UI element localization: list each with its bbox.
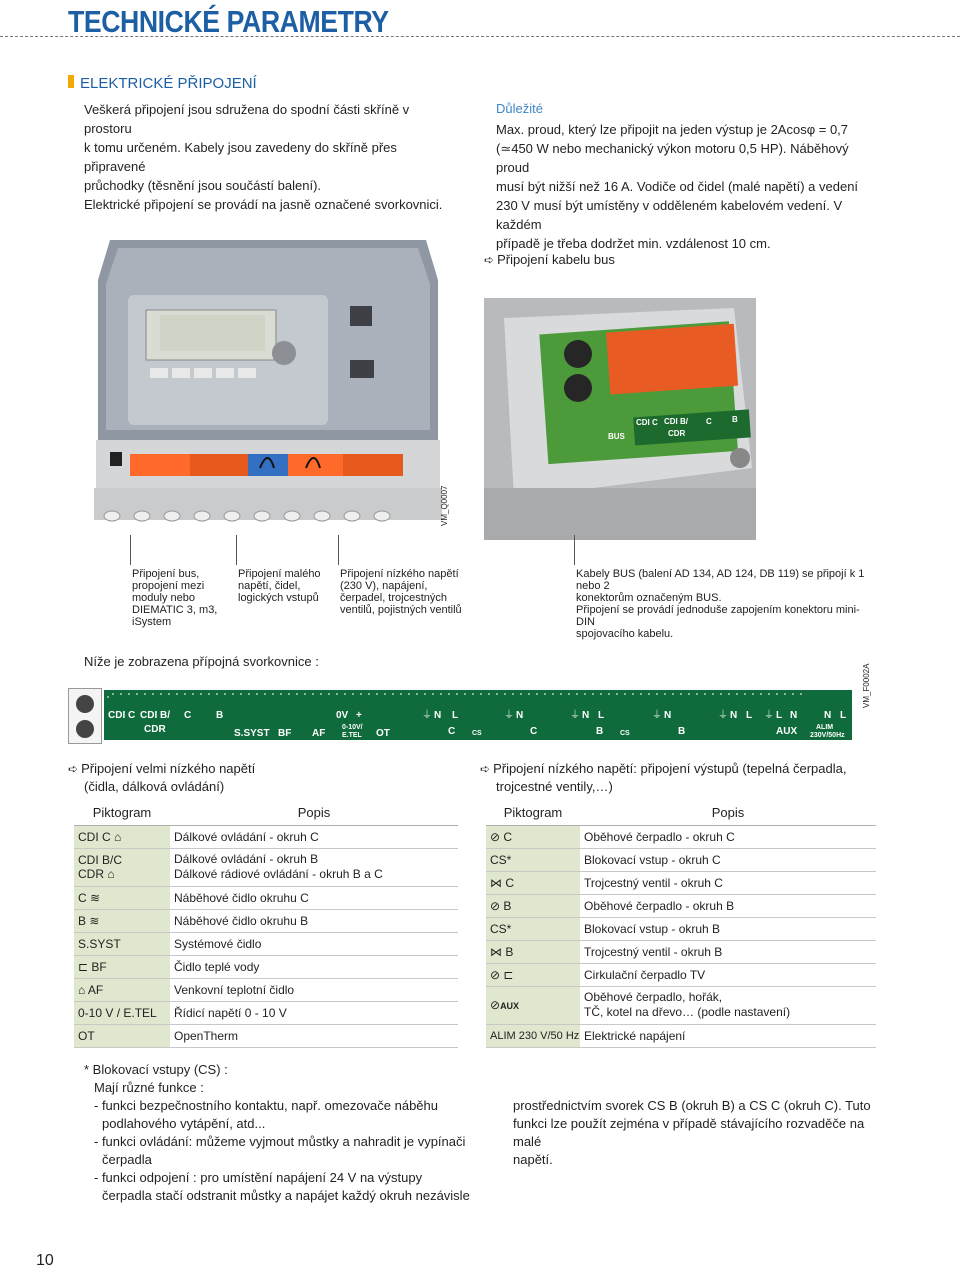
flow-sensor-icon: ≋ (90, 890, 101, 905)
pictogram-text: AUX (500, 1001, 520, 1011)
important-line: musí být nižší než 16 A. Vodiče od čidel (malé napětí) a vedení (496, 179, 859, 194)
strip-aux: AUX (776, 726, 798, 737)
col-pictogram: Piktogram (486, 801, 580, 825)
description-cell: OpenTherm (170, 1024, 458, 1047)
strip-bf: BF (278, 728, 292, 739)
strip-code: VM_F0002A (862, 663, 871, 708)
callout-line (130, 535, 131, 565)
table-row (486, 986, 876, 1024)
intro-line: průchodky (těsnění jsou součástí balení). (84, 178, 322, 193)
strip-n4: N (664, 710, 672, 721)
controller-photo (88, 240, 448, 540)
house-sensor-icon: ⌂ (107, 867, 115, 881)
note-line: funkci lze použít zejména v případě stávajícího rozvaděče na malé (513, 1116, 865, 1149)
important-line: (≃450 W nebo mechanický výkon motoru 0,5 HP). Náběhový proud (496, 141, 849, 175)
strip-l6: L (776, 710, 783, 721)
table-row (74, 848, 458, 886)
table-row (74, 909, 458, 932)
note-line: čerpadla (102, 1152, 152, 1167)
mini-din-icon (69, 689, 103, 745)
description-cell: Venkovní teplotní čidlo (170, 978, 458, 1001)
bus-socket-block (68, 688, 102, 744)
table-row (486, 848, 876, 871)
earth-icon: ⏚ (570, 710, 580, 721)
callout-line-text: propojení mezi (132, 580, 205, 592)
pictogram-cell (74, 978, 170, 1001)
description-line: TČ, kotel na dřevo… (podle nastavení) (584, 1005, 791, 1019)
bus-connector-photo (484, 298, 756, 540)
strip-l5: L (746, 710, 753, 721)
earth-icon: ⏚ (764, 710, 774, 721)
callout-line-text: iSystem (132, 616, 172, 628)
description-cell: Blokovací vstup - okruh B (580, 917, 876, 940)
strip-cs-c: CS (472, 730, 482, 737)
page-title: TECHNICKÉ PARAMETRY (68, 4, 389, 39)
description-cell: Systémové čidlo (170, 932, 458, 955)
strip-n5: N (730, 710, 738, 721)
bus-label-c: C (706, 417, 712, 426)
note-line: Mají různé funkce : (94, 1080, 204, 1095)
callout-low-voltage (238, 568, 338, 604)
strip-n7: N (824, 710, 832, 721)
intro-line: Veškerá připojení jsou sdružena do spodní části skříně v prostoru (84, 102, 410, 136)
table-row (486, 963, 876, 986)
intro-line: Elektrické připojení se provádí na jasně označené svorkovnici. (84, 197, 443, 212)
earth-icon: ⏚ (504, 710, 514, 721)
pictogram-cell (486, 871, 580, 894)
callout-line-text: moduly nebo (132, 592, 195, 604)
pump-icon: ⊘ (490, 898, 501, 913)
pictogram-text: CDI B/C (78, 853, 123, 867)
important-line: Max. proud, který lze připojit na jeden výstup je 2Acosφ = 0,7 (496, 122, 849, 137)
heading-line: Připojení velmi nízkého napětí (81, 761, 256, 776)
callout-line-text: Připojení malého (238, 568, 321, 580)
note-line: * Blokovací vstupy (CS) : (84, 1062, 228, 1077)
callout-line-text: Připojení bus, (132, 568, 200, 580)
callout-line-text: Připojení nízkého napětí (340, 568, 459, 580)
heading-line: (čidla, dálková ovládání) (84, 779, 225, 794)
pictogram-cell: ALIM 230 V/50 Hz (486, 1024, 580, 1047)
pictogram-text: B (503, 898, 512, 913)
description-cell: Elektrické napájení (580, 1024, 876, 1047)
callout-bus-cables (576, 568, 876, 640)
strip-c: C (184, 710, 192, 721)
callout-line-text: ventilů, pojistných ventilů (340, 604, 462, 616)
flow-sensor-icon: ≋ (89, 913, 100, 928)
note-line: - funkci bezpečnostního kontaktu, např. omezovače náběhu (94, 1098, 438, 1113)
outdoor-sensor-icon: ⌂ (78, 982, 86, 997)
table-row (486, 894, 876, 917)
strip-symbols (104, 690, 852, 740)
bus-label-cdib: CDI B/ (664, 417, 688, 426)
description-cell: Blokovací vstup - okruh C (580, 848, 876, 871)
callout-line-text: čerpadel, trojcestných (340, 592, 447, 604)
col-description: Popis (580, 801, 876, 825)
strip-010v: 0-10V/ (342, 724, 363, 731)
strip-b: B (216, 710, 224, 721)
pictogram-cell (74, 909, 170, 932)
pictogram-cell (486, 825, 580, 848)
pictogram-cell (486, 894, 580, 917)
strip-l1: L (452, 710, 459, 721)
table-row (74, 1001, 458, 1024)
pictogram-cell (74, 848, 170, 886)
description-cell: Dálkové ovládání - okruh C (170, 825, 458, 848)
callout-line-text: DIEMATIC 3, m3, (132, 604, 218, 616)
callout-line-text: konektorům označeným BUS. (576, 592, 722, 604)
strip-cs-b: CS (620, 730, 630, 737)
left-table-heading (68, 760, 255, 796)
pictogram-text: C (503, 829, 513, 844)
note-line: - funkci odpojení : pro umístění napájení 24 V na výstupy (94, 1170, 423, 1185)
pictogram-cell: OT (74, 1024, 170, 1047)
strip-0v: 0V (336, 710, 349, 721)
strip-ot: OT (376, 728, 390, 739)
pictogram-text: CDR (78, 867, 104, 881)
note-line: napětí. (513, 1152, 553, 1167)
col-pictogram: Piktogram (74, 801, 170, 825)
strip-n2: N (516, 710, 524, 721)
heading-line: trojcestné ventily,…) (496, 779, 613, 794)
strip-af: AF (312, 728, 326, 739)
title-rule (0, 36, 960, 37)
description-cell: Oběhové čerpadlo - okruh C (580, 825, 876, 848)
table-row (486, 917, 876, 940)
pictogram-text: B (505, 944, 514, 959)
table-row (74, 1024, 458, 1047)
pictogram-cell (74, 886, 170, 909)
description-cell: Čidlo teplé vody (170, 955, 458, 978)
important-line: 230 V musí být umístěny v odděleném kabelovém vedení. V každém (496, 198, 843, 232)
col-description: Popis (170, 801, 458, 825)
note-line: - funkci ovládání: můžeme vyjmout můstky a nahradit je vypínači (94, 1134, 466, 1149)
pictogram-cell (486, 963, 580, 986)
pump-icon: ⊘ (490, 998, 501, 1012)
strip-n1: N (434, 710, 442, 721)
controller-illustration (88, 240, 448, 540)
bus-label-cdic: CDI C (636, 418, 658, 427)
callout-line (574, 535, 575, 565)
strip-etel: E.TEL (342, 732, 362, 739)
table-row (74, 886, 458, 909)
pictogram-text: B (78, 913, 87, 928)
bus-label-cdr: CDR (668, 429, 686, 438)
description-cell: Cirkulační čerpadlo TV (580, 963, 876, 986)
bus-connector-illustration (484, 298, 756, 540)
strip-plus: + (356, 710, 362, 721)
earth-icon: ⏚ (718, 710, 728, 721)
important-title: Důležité (496, 101, 543, 116)
callout-line-text: (230 V), napájení, (340, 580, 428, 592)
arrow-right-icon: ➪ (68, 762, 79, 776)
strip-cdic: CDI C (108, 710, 136, 721)
strip-alim: ALIM (816, 724, 834, 731)
section-title: ELEKTRICKÉ PŘIPOJENÍ (80, 75, 257, 92)
description-line: Dálkové rádiové ovládání - okruh B a C (174, 867, 383, 881)
note-line: podlahového vytápění, atd... (102, 1116, 266, 1131)
pictogram-cell (486, 986, 580, 1024)
callout-line (236, 535, 237, 565)
pictogram-text: BF (91, 959, 107, 974)
description-cell: Trojcestný ventil - okruh C (580, 871, 876, 894)
bus-caption (484, 252, 615, 267)
intro-line: k tomu určeném. Kabely jsou zavedeny do skříně přes připravené (84, 140, 397, 174)
description-cell (170, 848, 458, 886)
earth-icon: ⏚ (422, 710, 432, 721)
right-pictogram-table (486, 801, 876, 1048)
valve-icon: ⋈ (490, 875, 502, 890)
table-row (74, 978, 458, 1001)
description-cell: Řídicí napětí 0 - 10 V (170, 1001, 458, 1024)
earth-icon: ⏚ (652, 710, 662, 721)
strip-b-pump: B (596, 726, 604, 737)
house-sensor-icon: ⌂ (114, 829, 122, 844)
callout-bus (132, 568, 232, 628)
note-continuation (513, 1097, 893, 1169)
pictogram-cell: S.SYST (74, 932, 170, 955)
intro-text (84, 100, 454, 214)
photo-code: VM_Q0007 (440, 485, 449, 526)
callout-line-text: napětí, čidel, (238, 580, 301, 592)
callout-line-text: Připojení se provádí jednoduše zapojením konektoru mini-DIN (576, 604, 860, 628)
table-row (486, 871, 876, 894)
pictogram-text: C (78, 890, 87, 905)
table-row (486, 1024, 876, 1047)
left-pictogram-table (74, 801, 458, 1048)
description-line: Dálkové ovládání - okruh B (174, 852, 319, 866)
strip-cdib: CDI B/ (140, 710, 170, 721)
important-line: případě je třeba dodržet min. vzdálenost 10 cm. (496, 236, 771, 251)
table-row (74, 955, 458, 978)
note-line: čerpadla stačí odstranit můstky a napájet každý okruh nezávisle (102, 1188, 470, 1203)
arrow-right-icon: ➪ (484, 253, 495, 267)
table-row (74, 825, 458, 848)
pictogram-cell: 0-10 V / E.TEL (74, 1001, 170, 1024)
bus-caption-text: Připojení kabelu bus (497, 252, 615, 267)
terminal-intro: Níže je zobrazena přípojná svorkovnice : (84, 654, 319, 669)
pictogram-text: CDI C (78, 829, 111, 844)
bus-label-bus: BUS (608, 432, 625, 441)
callout-230v (340, 568, 480, 616)
description-cell: Náběhové čidlo okruhu C (170, 886, 458, 909)
pictogram-cell (74, 825, 170, 848)
pictogram-cell: CS* (486, 848, 580, 871)
description-cell (580, 986, 876, 1024)
description-cell: Náběhové čidlo okruhu B (170, 909, 458, 932)
description-line: Oběhové čerpadlo, hořák, (584, 990, 723, 1004)
description-cell: Trojcestný ventil - okruh B (580, 940, 876, 963)
strip-l3: L (598, 710, 605, 721)
strip-c-pump: C (448, 726, 456, 737)
strip-c-valve: C (530, 726, 538, 737)
strip-cdr: CDR (144, 724, 166, 735)
pictogram-text: AF (87, 982, 104, 997)
callout-line-text: Kabely BUS (balení AD 134, AD 124, DB 119) se připojí k 1 nebo 2 (576, 568, 865, 592)
callout-line (338, 535, 339, 565)
bus-label-b: B (732, 415, 738, 424)
table-row (486, 825, 876, 848)
terminal-strip (104, 690, 852, 740)
pictogram-cell (486, 940, 580, 963)
description-cell: Oběhové čerpadlo - okruh B (580, 894, 876, 917)
note-line: prostřednictvím svorek CS B (okruh B) a CS C (okruh C). Tuto (513, 1098, 871, 1113)
table-row (74, 932, 458, 955)
strip-n6: N (790, 710, 798, 721)
right-table-heading (480, 760, 846, 796)
table-row (486, 940, 876, 963)
important-text (496, 120, 876, 253)
note-blocking-inputs (84, 1061, 484, 1205)
strip-n3: N (582, 710, 590, 721)
strip-alim-voltage: 230V/50Hz (810, 732, 845, 739)
strip-b-valve: B (678, 726, 686, 737)
circulation-pump-icon: ⊘ ⊏ (490, 967, 514, 982)
pump-icon: ⊘ (490, 829, 501, 844)
pictogram-cell: CS* (486, 917, 580, 940)
section-marker (68, 75, 74, 88)
heading-line: Připojení nízkého napětí: připojení výstupů (tepelná čerpadla, (493, 761, 847, 776)
pictogram-text: C (505, 875, 515, 890)
strip-ssyst: S.SYST (234, 728, 270, 739)
callout-line-text: logických vstupů (238, 592, 319, 604)
page-number: 10 (36, 1252, 54, 1269)
pictogram-cell (74, 955, 170, 978)
arrow-right-icon: ➪ (480, 762, 491, 776)
tap-water-icon: ⊏ (78, 959, 89, 974)
valve-icon: ⋈ (490, 944, 502, 959)
strip-l7: L (840, 710, 847, 721)
callout-line-text: spojovacího kabelu. (576, 628, 674, 640)
